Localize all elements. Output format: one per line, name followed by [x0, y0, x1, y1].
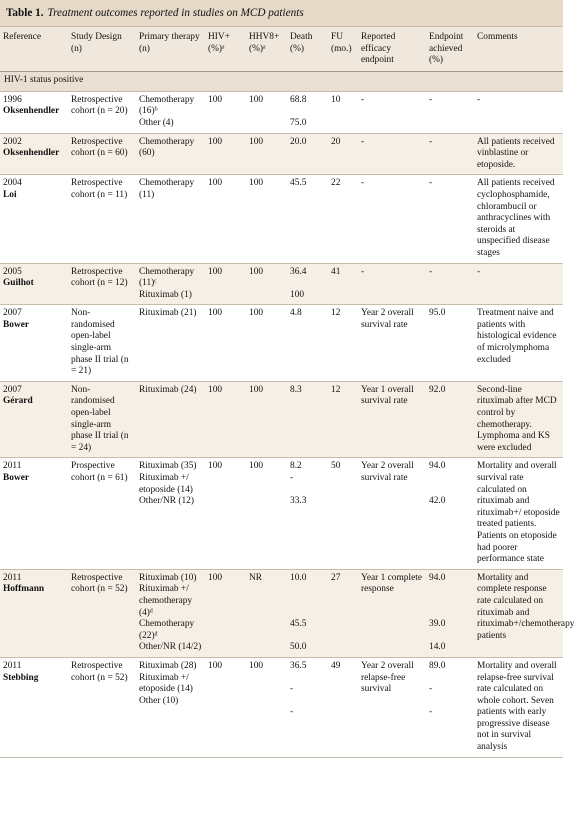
reference-cell: [0, 305, 68, 382]
header-study-design: Study Design (n): [68, 27, 136, 71]
header-hiv: HIV+ (%)ᵃ: [205, 27, 246, 71]
table-row: [0, 305, 563, 382]
death-cell-line: [290, 696, 325, 708]
death-cell-line: 50.0: [290, 642, 307, 653]
table-row: [0, 458, 563, 569]
death-cell: [287, 133, 328, 175]
achieved-cell-line: [429, 631, 471, 643]
endpoint-cell: -: [358, 175, 426, 263]
comments-cell: Mortality and complete response rate calculated on rituximab and rituximab+/chemotherapy patients: [474, 569, 563, 657]
achieved-cell-line: 94.0: [429, 461, 446, 472]
reference-cell: [0, 263, 68, 305]
primary-therapy-cell: [136, 175, 205, 263]
death-cell-line: [290, 584, 325, 596]
achieved-cell-line: [429, 473, 471, 485]
death-cell-line: [290, 106, 325, 118]
death-cell-line: 8.3: [290, 384, 302, 395]
reference-cell: [0, 381, 68, 458]
achieved-cell-line: [429, 596, 471, 608]
fu-cell: 41: [328, 263, 358, 305]
header-death: Death (%): [287, 27, 328, 71]
primary-therapy-cell-line: Chemotherapy (60): [139, 136, 195, 159]
comments-cell: -: [474, 263, 563, 305]
achieved-cell-line: 89.0: [429, 660, 446, 671]
death-cell-line: [290, 673, 325, 685]
death-cell: [287, 458, 328, 569]
achieved-cell: [426, 569, 474, 657]
death-cell: [287, 91, 328, 133]
death-cell-line: 75.0: [290, 117, 307, 128]
hiv-cell: 100: [205, 458, 246, 569]
reference-year: 2004: [3, 178, 22, 189]
header-primary-therapy: Primary therapy (n): [136, 27, 205, 71]
primary-therapy-cell: [136, 305, 205, 382]
achieved-cell-line: -: [429, 94, 433, 105]
header-reference: Reference: [0, 27, 68, 71]
achieved-cell: [426, 657, 474, 757]
death-cell: [287, 175, 328, 263]
table-row: [0, 175, 563, 263]
primary-therapy-cell-line: Rituximab +/ chemotherapy (4)ᵈ: [139, 584, 193, 618]
table-row: [0, 569, 563, 657]
endpoint-cell: Year 2 overall relapse-free survival: [358, 657, 426, 757]
primary-therapy-cell-line: Rituximab +/ etoposide (14): [139, 672, 193, 695]
table-row: [0, 133, 563, 175]
study-design-cell: Retrospective cohort (n = 11): [68, 175, 136, 263]
death-cell: [287, 381, 328, 458]
death-cell-line: [290, 485, 325, 497]
achieved-cell-line: -: [429, 178, 433, 189]
primary-therapy-cell-line: Chemotherapy (11): [139, 178, 195, 200]
hhv8-cell: 100: [246, 305, 287, 382]
achieved-cell-line: 42.0: [429, 496, 446, 507]
hhv8-cell: 100: [246, 263, 287, 305]
achieved-cell: [426, 91, 474, 133]
death-cell-line: 36.4: [290, 266, 307, 277]
study-design-cell: Retrospective cohort (n = 12): [68, 263, 136, 305]
primary-therapy-cell: [136, 263, 205, 305]
table-row: [0, 91, 563, 133]
reference-author: Bower: [3, 473, 30, 483]
death-cell-line: [290, 596, 325, 608]
study-design-cell: Retrospective cohort (n = 52): [68, 657, 136, 757]
table-caption: [0, 0, 563, 27]
study-design-cell: Retrospective cohort (n = 52): [68, 569, 136, 657]
endpoint-cell: Year 2 overall survival rate: [358, 305, 426, 382]
reference-cell: [0, 133, 68, 175]
endpoint-cell: Year 2 overall survival rate: [358, 458, 426, 569]
table-row: [0, 381, 563, 458]
primary-therapy-cell-line: Chemotherapy (22)ᵈ: [139, 619, 195, 641]
reference-year: 1996: [3, 94, 22, 105]
reference-year: 2011: [3, 660, 22, 671]
header-endpoint: Reported efficacy endpoint: [358, 27, 426, 71]
reference-author: Oksenhendler: [3, 148, 60, 159]
death-cell-line: 20.0: [290, 136, 307, 147]
fu-cell: 10: [328, 91, 358, 133]
primary-therapy-cell-line: Rituximab (28): [139, 660, 197, 671]
header-comments: Comments: [474, 27, 563, 71]
reference-cell: [0, 175, 68, 263]
study-design-cell: Non-randomised open-label single-arm phase II trial (n = 24): [68, 381, 136, 458]
primary-therapy-cell-line: Other/NR (12): [139, 496, 194, 507]
primary-therapy-cell: [136, 569, 205, 657]
achieved-cell: [426, 263, 474, 305]
fu-cell: 49: [328, 657, 358, 757]
primary-therapy-cell-line: Rituximab (35): [139, 461, 197, 472]
primary-therapy-cell: [136, 458, 205, 569]
outcomes-table: [0, 27, 574, 758]
study-design-cell: Non-randomised open-label single-arm phase II trial (n = 21): [68, 305, 136, 382]
achieved-cell-line: 94.0: [429, 572, 446, 583]
table-label: Table 1.: [6, 7, 44, 19]
death-cell-line: 33.3: [290, 496, 307, 507]
primary-therapy-cell-line: Rituximab (1): [139, 289, 192, 300]
death-cell: [287, 569, 328, 657]
hhv8-cell: 100: [246, 133, 287, 175]
achieved-cell-line: -: [429, 707, 433, 718]
table-row: [0, 657, 563, 757]
reference-author: Gérard: [3, 396, 33, 407]
reference-cell: [0, 657, 68, 757]
comments-cell: All patients received vinblastine or etoposide.: [474, 133, 563, 175]
hiv-cell: 100: [205, 657, 246, 757]
reference-year: 2005: [3, 266, 22, 277]
reference-year: 2002: [3, 136, 22, 147]
death-cell-line: 8.2: [290, 461, 302, 472]
reference-author: Guilhot: [3, 278, 34, 289]
comments-cell: Second-line rituximab after MCD control by chemotherapy. Lymphoma and KS were excluded: [474, 381, 563, 458]
header-row: [0, 27, 563, 71]
death-cell-line: -: [290, 684, 294, 695]
primary-therapy-cell-line: Rituximab (21): [139, 308, 197, 319]
primary-therapy-cell-line: Other (10): [139, 695, 179, 706]
achieved-cell-line: 14.0: [429, 642, 446, 653]
death-cell-line: [290, 608, 325, 620]
reference-author: Loi: [3, 189, 17, 200]
hiv-cell: 100: [205, 569, 246, 657]
primary-therapy-cell-line: Rituximab (24): [139, 384, 197, 395]
death-cell: [287, 305, 328, 382]
achieved-cell: [426, 381, 474, 458]
hiv-cell: 100: [205, 305, 246, 382]
death-cell: [287, 657, 328, 757]
hhv8-cell: 100: [246, 458, 287, 569]
primary-therapy-cell: [136, 91, 205, 133]
hhv8-cell: NR: [246, 569, 287, 657]
achieved-cell: [426, 175, 474, 263]
header-hhv8: HHV8+ (%)ᵃ: [246, 27, 287, 71]
death-cell-line: 45.5: [290, 178, 307, 189]
fu-cell: 22: [328, 175, 358, 263]
table-title: Treatment outcomes reported in studies on MCD patients: [47, 7, 304, 19]
reference-author: Hoffmann: [3, 584, 45, 595]
death-cell-line: -: [290, 473, 294, 483]
fu-cell: 27: [328, 569, 358, 657]
table-row: [0, 263, 563, 305]
endpoint-cell: -: [358, 133, 426, 175]
comments-cell: Treatment naive and patients with histological evidence of microlymphoma excluded: [474, 305, 563, 382]
primary-therapy-cell-line: Other (4): [139, 117, 174, 128]
primary-therapy-cell-line: Other/NR (14/2): [139, 642, 202, 653]
hiv-cell: 100: [205, 263, 246, 305]
achieved-cell-line: 92.0: [429, 384, 446, 395]
reference-year: 2011: [3, 461, 22, 472]
hhv8-cell: 100: [246, 657, 287, 757]
achieved-cell-line: -: [429, 266, 433, 277]
achieved-cell: [426, 133, 474, 175]
achieved-cell: [426, 305, 474, 382]
primary-therapy-cell: [136, 381, 205, 458]
fu-cell: 20: [328, 133, 358, 175]
comments-cell: -: [474, 91, 563, 133]
primary-therapy-cell-line: Rituximab +/ etoposide (14): [139, 473, 193, 495]
primary-therapy-cell: [136, 133, 205, 175]
section-label: HIV-1 status positive: [0, 71, 563, 91]
achieved-cell-line: 39.0: [429, 619, 446, 630]
death-cell-line: 100: [290, 289, 305, 300]
comments-cell: Mortality and overall relapse-free survival rate calculated on whole cohort. Seven patients with early progressive disease not in survival analysis: [474, 657, 563, 757]
endpoint-cell: -: [358, 263, 426, 305]
reference-year: 2007: [3, 308, 22, 319]
header-achieved: Endpoint achieved (%): [426, 27, 474, 71]
section-row: [0, 71, 563, 91]
achieved-cell-line: [429, 673, 471, 685]
endpoint-cell: Year 1 complete response: [358, 569, 426, 657]
reference-year: 2007: [3, 384, 22, 395]
study-design-cell: Prospective cohort (n = 61): [68, 458, 136, 569]
death-cell-line: 4.8: [290, 308, 302, 319]
reference-author: Stebbing: [3, 672, 39, 683]
comments-cell: Mortality and overall survival rate calculated on rituximab and rituximab+/ etoposide treated patients. Patients on etoposide had poorer performance state: [474, 458, 563, 569]
death-cell-line: 10.0: [290, 572, 307, 583]
endpoint-cell: -: [358, 91, 426, 133]
death-cell-line: 36.5: [290, 660, 307, 671]
achieved-cell-line: [429, 696, 471, 708]
achieved-cell-line: [429, 485, 471, 497]
hhv8-cell: 100: [246, 175, 287, 263]
death-cell-line: -: [290, 707, 294, 718]
study-design-cell: Retrospective cohort (n = 20): [68, 91, 136, 133]
primary-therapy-cell-line: Rituximab (10): [139, 572, 197, 583]
death-cell-line: [290, 278, 325, 290]
primary-therapy-cell-line: Chemotherapy (16)ᵇ: [139, 94, 195, 117]
achieved-cell: [426, 458, 474, 569]
achieved-cell-line: [429, 608, 471, 620]
hiv-cell: 100: [205, 381, 246, 458]
death-cell: [287, 263, 328, 305]
hhv8-cell: 100: [246, 91, 287, 133]
reference-cell: [0, 569, 68, 657]
hiv-cell: 100: [205, 133, 246, 175]
fu-cell: 12: [328, 381, 358, 458]
hiv-cell: 100: [205, 175, 246, 263]
reference-author: Oksenhendler: [3, 106, 60, 117]
hhv8-cell: 100: [246, 381, 287, 458]
primary-therapy-cell: [136, 657, 205, 757]
primary-therapy-cell-line: Chemotherapy (11)ᶜ: [139, 266, 195, 289]
fu-cell: 50: [328, 458, 358, 569]
achieved-cell-line: -: [429, 136, 433, 147]
death-cell-line: 68.8: [290, 94, 307, 105]
reference-cell: [0, 458, 68, 569]
reference-year: 2011: [3, 572, 22, 583]
hiv-cell: 100: [205, 91, 246, 133]
achieved-cell-line: [429, 584, 471, 596]
header-fu: FU (mo.): [328, 27, 358, 71]
reference-cell: [0, 91, 68, 133]
endpoint-cell: Year 1 overall survival rate: [358, 381, 426, 458]
comments-cell: All patients received cyclophosphamide, chlorambucil or anthracyclines with steroids at unspecified disease stages: [474, 175, 563, 263]
achieved-cell-line: 95.0: [429, 308, 446, 319]
reference-author: Bower: [3, 319, 30, 330]
study-design-cell: Retrospective cohort (n = 60): [68, 133, 136, 175]
fu-cell: 12: [328, 305, 358, 382]
death-cell-line: [290, 631, 325, 643]
achieved-cell-line: -: [429, 684, 433, 695]
death-cell-line: 45.5: [290, 619, 307, 630]
